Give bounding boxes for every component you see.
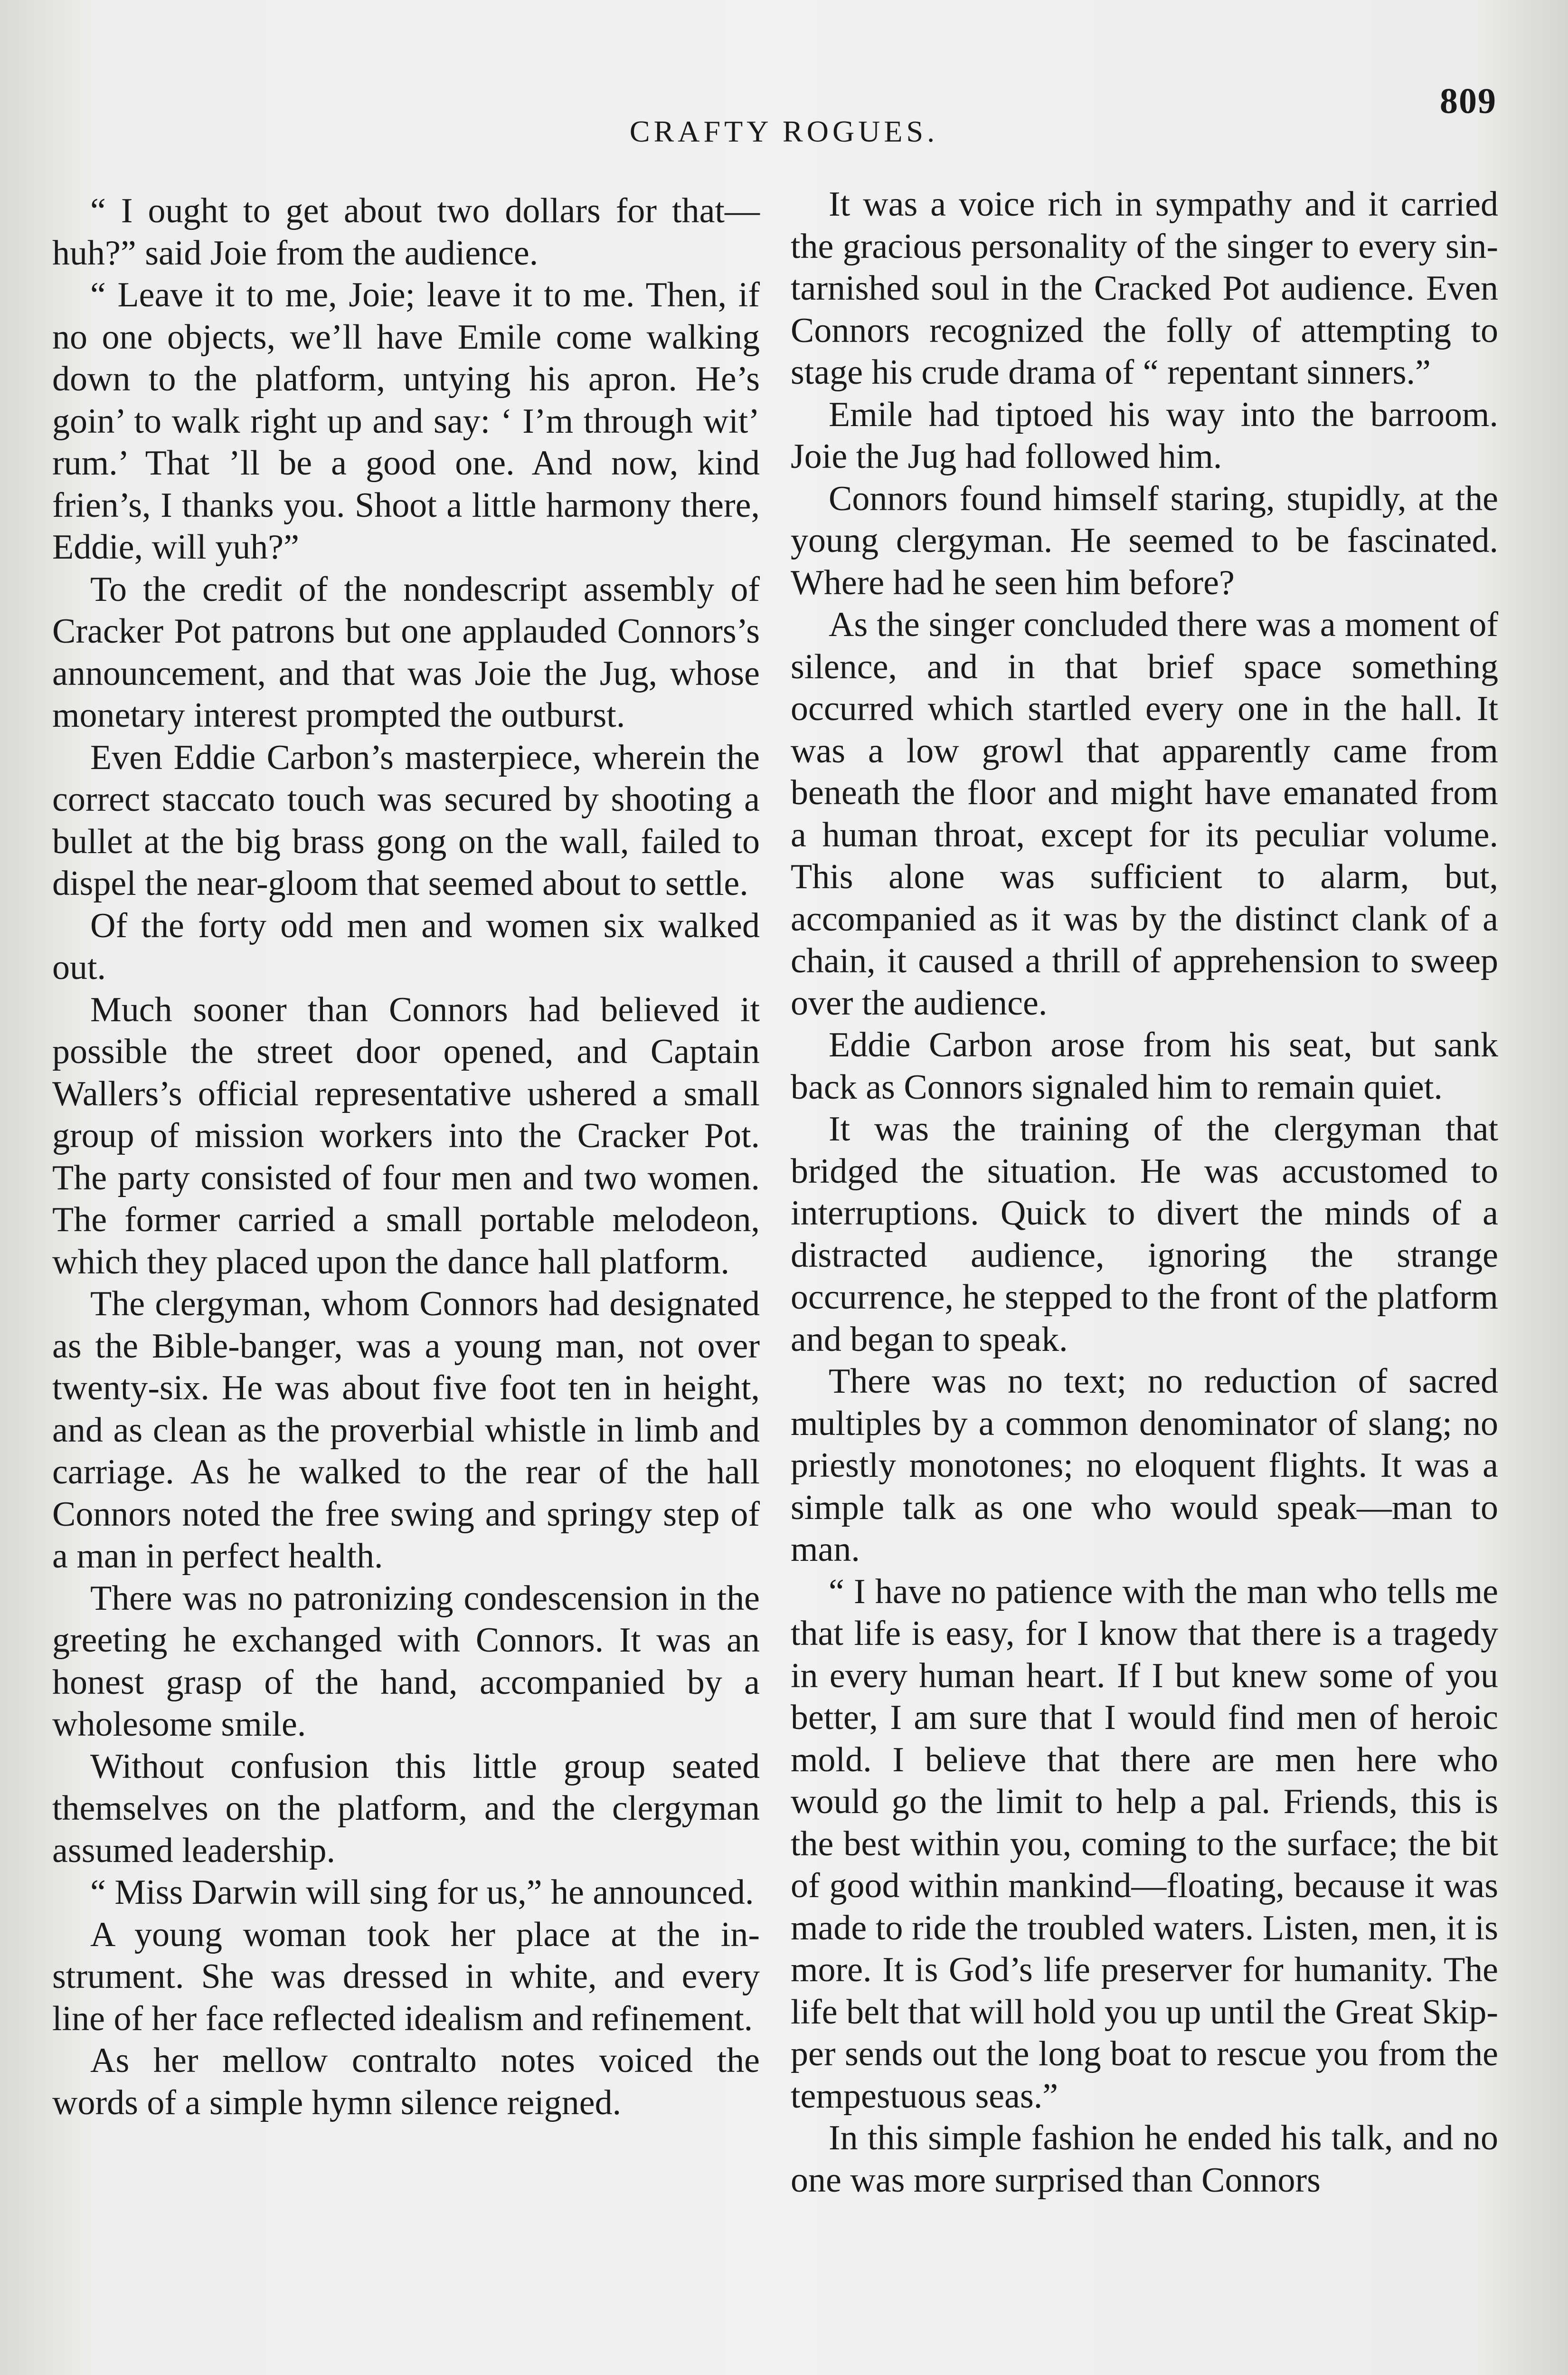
paragraph: There was no patronizing condescension in the greeting he exchanged with Connors. It was an honest grasp of the hand, accompanied by a wholesome smile. <box>52 1578 760 1744</box>
left-column <box>52 190 760 2124</box>
paragraph: There was no text; no reduction of sacred multiples by a common denominator of slang; no priestly monotones; no eloquent flights. It was a simple talk as one who would speak—man to man. <box>791 1362 1498 1569</box>
paragraph: Without confusion this little group seated themselves on the platform, and the clergyman assumed leadership. <box>52 1747 760 1870</box>
right-column <box>791 183 1498 2201</box>
paragraph: It was the training of the clergyman that bridged the situation. He was accustomed to interruptions. Quick to divert the minds of a distracted audience, ignoring the strange occurrence, he stepped to the front of the platform and began to speak. <box>791 1110 1498 1359</box>
paragraph: As the singer concluded there was a moment of silence, and in that brief space something occurred which startled every one in the hall. It was a low growl that apparently came from beneath the floor and might have emanated from a human throat, except for its peculiar volume. This alone was sufficient to alarm, but, accompanied as it was by the distinct clank of a chain, it caused a thrill of apprehension to sweep over the audience. <box>791 605 1498 1023</box>
paragraph: Connors found himself staring, stupidly, at the young clergyman. He seemed to be fascinated. Where had he seen him before? <box>791 479 1498 602</box>
paragraph: In this simple fashion he ended his talk, and no one was more surprised than Connors <box>791 2118 1498 2200</box>
paragraph: Emile had tiptoed his way into the barroom. Joie the Jug had followed him. <box>791 395 1498 476</box>
paragraph: Of the forty odd men and women six walked out. <box>52 906 760 987</box>
paragraph: “ I have no patience with the man who tells me that life is easy, for I know that there is a tragedy in every human heart. If I but knew some of you better, I am sure that I would find men of heroic mold. I believe that there are men here who would go the limit to help a pal. Friends, this is the best within you, coming to the surface; the bit of good within mankind—floating, because it was made to ride the troubled waters. Listen, men, it is more. It is God’s life preserver for humanity. The life belt that will hold you up until the Great Skipper sends out the long boat to rescue you from the tempestuous seas.” <box>791 1572 1498 2116</box>
paragraph: The clergyman, whom Connors had designated as the Bible-banger, was a young man, not over twenty-six. He was about five foot ten in height, and as clean as the proverbial whistle in limb and carriage. As he walked to the rear of the hall Connors noted the free swing and springy step of a man in perfect health. <box>52 1284 760 1576</box>
paragraph: “ Leave it to me, Joie; leave it to me. Then, if no one objects, we’ll have Emile come walking down to the platform, untying his apron. He’s goin’ to walk right up and say: ‘ I’m through wit’ rum.’ That ’ll be a good one. And now, kind frien’s, I thanks you. Shoot a little harmony there, Eddie, will yuh?” <box>52 276 760 567</box>
paragraph: As her mellow contralto notes voiced the words of a simple hymn silence reigned. <box>52 2041 760 2122</box>
paragraph: Much sooner than Connors had believed it possible the street door opened, and Captain Wallers’s official representative ushered a small group of mission workers into the Cracker Pot. The party consisted of four men and two women. The former carried a small portable melodeon, which they placed upon the dance hall platform. <box>52 990 760 1282</box>
paragraph: “ Miss Darwin will sing for us,” he announced. <box>90 1873 754 1912</box>
paragraph: A young woman took her place at the instrument. She was dressed in white, and every line of her face reflected idealism and refinement. <box>52 1915 760 2038</box>
paragraph: Even Eddie Carbon’s masterpiece, wherein the correct staccato touch was secured by shooting a bullet at the big brass gong on the wall, failed to dispel the near-gloom that seemed about to settle. <box>52 738 760 903</box>
running-head: CRAFTY ROGUES. <box>629 114 939 148</box>
page-number: 809 <box>1440 81 1497 121</box>
paragraph: Eddie Carbon arose from his seat, but sank back as Connors signaled him to remain quiet. <box>791 1026 1498 1107</box>
paragraph: It was a voice rich in sympathy and it carried the gracious personality of the singer to every sin-tarnished soul in the Cracked Pot audience. Even Connors recognized the folly of attempting to stage his crude drama of “ repentant sinners.” <box>791 185 1498 392</box>
paragraph: To the credit of the nondescript assembly of Cracker Pot patrons but one applauded Connors’s announcement, and that was Joie the Jug, whose monetary interest prompted the outburst. <box>52 570 760 735</box>
paragraph: “ I ought to get about two dollars for that—huh?” said Joie from the audience. <box>52 191 760 273</box>
